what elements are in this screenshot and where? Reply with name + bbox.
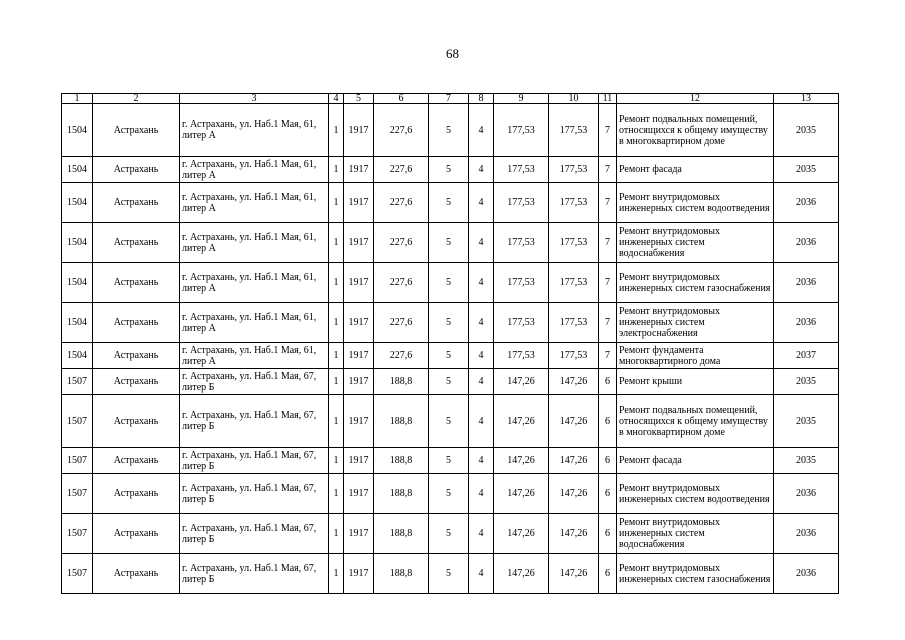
table-cell: 188,8 xyxy=(374,514,429,554)
table-cell: 7 xyxy=(599,104,617,157)
table-cell: 4 xyxy=(469,303,494,343)
table-cell: 227,6 xyxy=(374,157,429,183)
column-header: 9 xyxy=(494,94,549,104)
table-cell: 1507 xyxy=(62,514,93,554)
table-cell: г. Астрахань, ул. Наб.1 Мая, 61, литер А xyxy=(180,183,329,223)
table-cell: 177,53 xyxy=(549,183,599,223)
table-cell: 5 xyxy=(429,157,469,183)
table-cell: 1 xyxy=(329,104,344,157)
table-cell: 177,53 xyxy=(549,343,599,369)
table-cell: 7 xyxy=(599,157,617,183)
table-cell: Астрахань xyxy=(93,369,180,395)
table-cell: 188,8 xyxy=(374,474,429,514)
table-cell: 147,26 xyxy=(549,395,599,448)
table-cell: 5 xyxy=(429,343,469,369)
table-row xyxy=(62,303,839,343)
table-cell: 147,26 xyxy=(494,448,549,474)
table-cell: Астрахань xyxy=(93,554,180,594)
table-cell: 4 xyxy=(469,104,494,157)
table-cell: 4 xyxy=(469,157,494,183)
table-cell: 5 xyxy=(429,448,469,474)
page-number: 68 xyxy=(446,46,459,61)
table-cell: 1917 xyxy=(344,395,374,448)
table-cell: 1 xyxy=(329,223,344,263)
table-cell: 1917 xyxy=(344,369,374,395)
table-cell: 177,53 xyxy=(494,263,549,303)
table-cell: 5 xyxy=(429,303,469,343)
table-row xyxy=(62,448,839,474)
table-cell: 147,26 xyxy=(549,369,599,395)
table-cell: Ремонт внутридомовых инженерных систем водоотведения xyxy=(617,183,774,223)
table-cell: 147,26 xyxy=(549,448,599,474)
table-cell: 2035 xyxy=(774,157,839,183)
table-cell: 188,8 xyxy=(374,369,429,395)
column-header: 12 xyxy=(617,94,774,104)
table-cell: 1 xyxy=(329,514,344,554)
table-cell: г. Астрахань, ул. Наб.1 Мая, 67, литер Б xyxy=(180,554,329,594)
table-row xyxy=(62,395,839,448)
table-cell: 227,6 xyxy=(374,343,429,369)
table-cell: 188,8 xyxy=(374,395,429,448)
column-header: 11 xyxy=(599,94,617,104)
table-cell: 2035 xyxy=(774,369,839,395)
table-cell: Ремонт подвальных помещений, относящихся к общему имуществу в многоквартирном доме xyxy=(617,104,774,157)
table-cell: 1507 xyxy=(62,369,93,395)
table-cell: 1917 xyxy=(344,343,374,369)
table-cell: 1507 xyxy=(62,448,93,474)
table-cell: 177,53 xyxy=(549,223,599,263)
column-header: 7 xyxy=(429,94,469,104)
table-cell: 1 xyxy=(329,554,344,594)
table-cell: 4 xyxy=(469,183,494,223)
table-cell: 7 xyxy=(599,303,617,343)
table-cell: 6 xyxy=(599,554,617,594)
column-header: 8 xyxy=(469,94,494,104)
table-cell: 1504 xyxy=(62,104,93,157)
table-cell: 2035 xyxy=(774,448,839,474)
table-cell: 7 xyxy=(599,263,617,303)
table-cell: 1917 xyxy=(344,263,374,303)
table-cell: Астрахань xyxy=(93,303,180,343)
column-header: 10 xyxy=(549,94,599,104)
table-cell: 1917 xyxy=(344,474,374,514)
table-cell: 6 xyxy=(599,448,617,474)
table-cell: 1504 xyxy=(62,157,93,183)
table-cell: Ремонт внутридомовых инженерных систем водоотведения xyxy=(617,474,774,514)
column-header: 1 xyxy=(62,94,93,104)
table-cell: 6 xyxy=(599,474,617,514)
table-cell: г. Астрахань, ул. Наб.1 Мая, 67, литер Б xyxy=(180,474,329,514)
table-cell: Астрахань xyxy=(93,104,180,157)
table-cell: 7 xyxy=(599,223,617,263)
table-cell: Ремонт внутридомовых инженерных систем водоснабжения xyxy=(617,514,774,554)
table-cell: 2036 xyxy=(774,263,839,303)
table-cell: 4 xyxy=(469,514,494,554)
table-cell: 5 xyxy=(429,554,469,594)
table-cell: 227,6 xyxy=(374,303,429,343)
table-cell: 1507 xyxy=(62,554,93,594)
table-cell: г. Астрахань, ул. Наб.1 Мая, 67, литер Б xyxy=(180,395,329,448)
column-header: 2 xyxy=(93,94,180,104)
table-cell: Астрахань xyxy=(93,448,180,474)
table-cell: Астрахань xyxy=(93,263,180,303)
table-cell: 1 xyxy=(329,474,344,514)
table-cell: 227,6 xyxy=(374,104,429,157)
table-cell: 227,6 xyxy=(374,223,429,263)
table-row xyxy=(62,263,839,303)
table-cell: 177,53 xyxy=(494,223,549,263)
table-cell: 1917 xyxy=(344,448,374,474)
column-header: 4 xyxy=(329,94,344,104)
table-cell: 1 xyxy=(329,343,344,369)
table-cell: г. Астрахань, ул. Наб.1 Мая, 67, литер Б xyxy=(180,448,329,474)
table-cell: 147,26 xyxy=(549,514,599,554)
table-cell: Ремонт внутридомовых инженерных систем водоснабжения xyxy=(617,223,774,263)
table-cell: 5 xyxy=(429,104,469,157)
table-cell: 1507 xyxy=(62,474,93,514)
table-cell: 177,53 xyxy=(549,104,599,157)
table-cell: 147,26 xyxy=(494,514,549,554)
table-cell: 177,53 xyxy=(494,157,549,183)
table-cell: Астрахань xyxy=(93,474,180,514)
table-cell: 1917 xyxy=(344,223,374,263)
table-row xyxy=(62,343,839,369)
table-header-row xyxy=(62,94,839,104)
table-cell: 1504 xyxy=(62,183,93,223)
table-cell: 147,26 xyxy=(549,474,599,514)
table-cell: 4 xyxy=(469,223,494,263)
table-cell: 4 xyxy=(469,448,494,474)
table-cell: Астрахань xyxy=(93,183,180,223)
table-cell: 2035 xyxy=(774,395,839,448)
table-cell: Ремонт фундамента многоквартирного дома xyxy=(617,343,774,369)
table-cell: Астрахань xyxy=(93,514,180,554)
table-row xyxy=(62,183,839,223)
column-header: 3 xyxy=(180,94,329,104)
table-cell: 147,26 xyxy=(494,554,549,594)
table-cell: Ремонт крыши xyxy=(617,369,774,395)
table-cell: 147,26 xyxy=(549,554,599,594)
table-row xyxy=(62,554,839,594)
table-cell: 2036 xyxy=(774,303,839,343)
table-cell: Ремонт фасада xyxy=(617,448,774,474)
table-row xyxy=(62,514,839,554)
table-cell: Астрахань xyxy=(93,223,180,263)
table-row xyxy=(62,104,839,157)
table-cell: 1 xyxy=(329,183,344,223)
table-cell: 1917 xyxy=(344,104,374,157)
table-cell: Ремонт подвальных помещений, относящихся к общему имуществу в многоквартирном доме xyxy=(617,395,774,448)
table-cell: 177,53 xyxy=(549,263,599,303)
table-cell: Ремонт внутридомовых инженерных систем газоснабжения xyxy=(617,263,774,303)
table-cell: 7 xyxy=(599,343,617,369)
table-cell: 177,53 xyxy=(494,104,549,157)
table-cell: 5 xyxy=(429,223,469,263)
table-cell: 2036 xyxy=(774,223,839,263)
table-cell: 4 xyxy=(469,474,494,514)
table-cell: 1504 xyxy=(62,223,93,263)
table-cell: 1 xyxy=(329,263,344,303)
table-cell: 6 xyxy=(599,395,617,448)
table-cell: Астрахань xyxy=(93,343,180,369)
table-cell: 1504 xyxy=(62,303,93,343)
table-cell: 2036 xyxy=(774,554,839,594)
table-cell: г. Астрахань, ул. Наб.1 Мая, 67, литер Б xyxy=(180,369,329,395)
table-row xyxy=(62,157,839,183)
table-cell: г. Астрахань, ул. Наб.1 Мая, 61, литер А xyxy=(180,223,329,263)
table-cell: 1 xyxy=(329,448,344,474)
table-cell: 2037 xyxy=(774,343,839,369)
table-row xyxy=(62,369,839,395)
table-cell: 147,26 xyxy=(494,369,549,395)
table-cell: 1507 xyxy=(62,395,93,448)
table-cell: 2036 xyxy=(774,183,839,223)
table-cell: 7 xyxy=(599,183,617,223)
table-cell: 4 xyxy=(469,554,494,594)
table-cell: 177,53 xyxy=(549,303,599,343)
table-cell: Астрахань xyxy=(93,157,180,183)
table-cell: 4 xyxy=(469,343,494,369)
table-cell: 2035 xyxy=(774,104,839,157)
table-cell: Астрахань xyxy=(93,395,180,448)
column-header: 13 xyxy=(774,94,839,104)
table-cell: 1 xyxy=(329,303,344,343)
table-cell: 4 xyxy=(469,369,494,395)
table-cell: 1917 xyxy=(344,183,374,223)
table-cell: 1 xyxy=(329,157,344,183)
table-cell: 6 xyxy=(599,369,617,395)
table-cell: 5 xyxy=(429,395,469,448)
table-cell: Ремонт фасада xyxy=(617,157,774,183)
table-cell: 177,53 xyxy=(549,157,599,183)
table-cell: 5 xyxy=(429,474,469,514)
housing-repair-table xyxy=(61,93,839,594)
table-cell: 1 xyxy=(329,369,344,395)
table-cell: г. Астрахань, ул. Наб.1 Мая, 61, литер А xyxy=(180,303,329,343)
table-cell: 1917 xyxy=(344,157,374,183)
table-cell: 147,26 xyxy=(494,474,549,514)
table-cell: 1 xyxy=(329,395,344,448)
table-cell: 147,26 xyxy=(494,395,549,448)
table-cell: 4 xyxy=(469,395,494,448)
table-cell: 177,53 xyxy=(494,343,549,369)
table-cell: 1917 xyxy=(344,303,374,343)
table-cell: 227,6 xyxy=(374,263,429,303)
table-cell: 5 xyxy=(429,514,469,554)
table-cell: 227,6 xyxy=(374,183,429,223)
table-cell: 5 xyxy=(429,369,469,395)
table-cell: 177,53 xyxy=(494,183,549,223)
table-cell: 1504 xyxy=(62,343,93,369)
table-cell: Ремонт внутридомовых инженерных систем электроснабжения xyxy=(617,303,774,343)
table-cell: Ремонт внутридомовых инженерных систем газоснабжения xyxy=(617,554,774,594)
table-cell: 4 xyxy=(469,263,494,303)
column-header: 6 xyxy=(374,94,429,104)
table-row xyxy=(62,474,839,514)
table-cell: 5 xyxy=(429,183,469,223)
table-cell: 5 xyxy=(429,263,469,303)
table-cell: г. Астрахань, ул. Наб.1 Мая, 61, литер А xyxy=(180,157,329,183)
table-cell: 1504 xyxy=(62,263,93,303)
table-cell: 1917 xyxy=(344,514,374,554)
table-cell: 6 xyxy=(599,514,617,554)
table-cell: 188,8 xyxy=(374,554,429,594)
column-header: 5 xyxy=(344,94,374,104)
table-cell: 2036 xyxy=(774,514,839,554)
table-cell: г. Астрахань, ул. Наб.1 Мая, 67, литер Б xyxy=(180,514,329,554)
table-cell: г. Астрахань, ул. Наб.1 Мая, 61, литер А xyxy=(180,343,329,369)
table-cell: 188,8 xyxy=(374,448,429,474)
table-cell: 177,53 xyxy=(494,303,549,343)
table-cell: г. Астрахань, ул. Наб.1 Мая, 61, литер А xyxy=(180,263,329,303)
table-cell: 1917 xyxy=(344,554,374,594)
table-cell: г. Астрахань, ул. Наб.1 Мая, 61, литер А xyxy=(180,104,329,157)
table-cell: 2036 xyxy=(774,474,839,514)
table-row xyxy=(62,223,839,263)
